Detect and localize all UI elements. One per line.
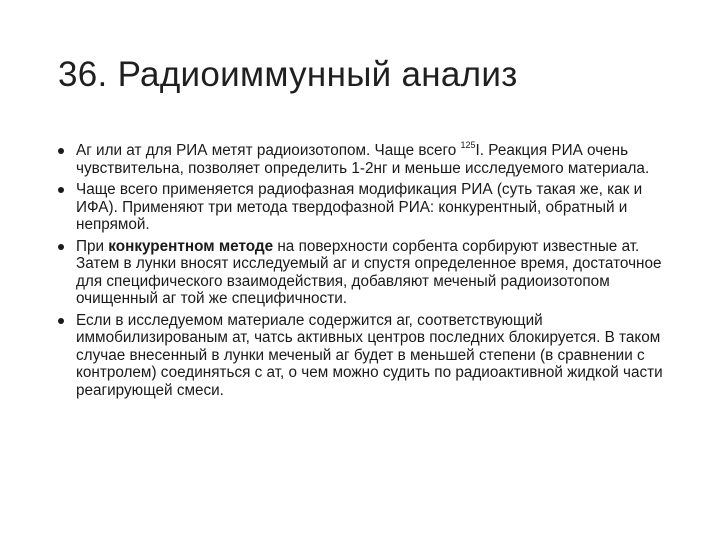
bullet-item-3 xyxy=(56,238,666,308)
slide-title: 36. Радиоиммунный анализ xyxy=(58,55,518,94)
bullet-dot-icon xyxy=(58,148,64,154)
bullet-1-text-end: I. Реакция РИА очень чувствительна, позволяет определить 1-2нг и меньше исследуемого материала. xyxy=(76,142,650,177)
bullet-dot-icon xyxy=(58,318,64,324)
bullet-2-text: Чаще всего применяется радиофазная модификация РИА (суть такая же, как и ИФА). Применяют три метода твердофазной РИА: конкурентный, обратный и непрямой. xyxy=(76,181,643,233)
bullet-item-1 xyxy=(56,142,666,177)
bullet-3-text-start: При xyxy=(76,237,109,255)
bullet-item-2 xyxy=(56,181,666,234)
bullet-3-text-end: на поверхности сорбента сорбируют известные ат. Затем в лунки вносят исследуемый аг и спустя определенное время, достаточное для специфического взаимодействия, добавляют меченый радиоизотопом очищенный аг той же специфичности. xyxy=(76,237,662,307)
bullet-dot-icon xyxy=(58,187,64,193)
bullet-item-4 xyxy=(56,312,666,400)
bullet-list xyxy=(56,142,666,403)
bullet-3-bold-term: конкурентном методе xyxy=(108,237,274,255)
bullet-dot-icon xyxy=(58,244,64,250)
bullet-1-text-start: Аг или ат для РИА метят радиоизотопом. Чаще всего xyxy=(76,142,461,159)
bullet-4-text: Если в исследуемом материале содержится аг, соответствующий иммобилизированым ат, чатсь активных центров последних блокируется. В таком случае внесенный в лунки меченый аг будет в меньшей степени (в сравнении с контролем) соединяться с ат, о чем можно судить по радиоактивной жидкой части реагирующей смеси. xyxy=(76,311,663,399)
isotope-superscript: 125 xyxy=(460,140,476,150)
